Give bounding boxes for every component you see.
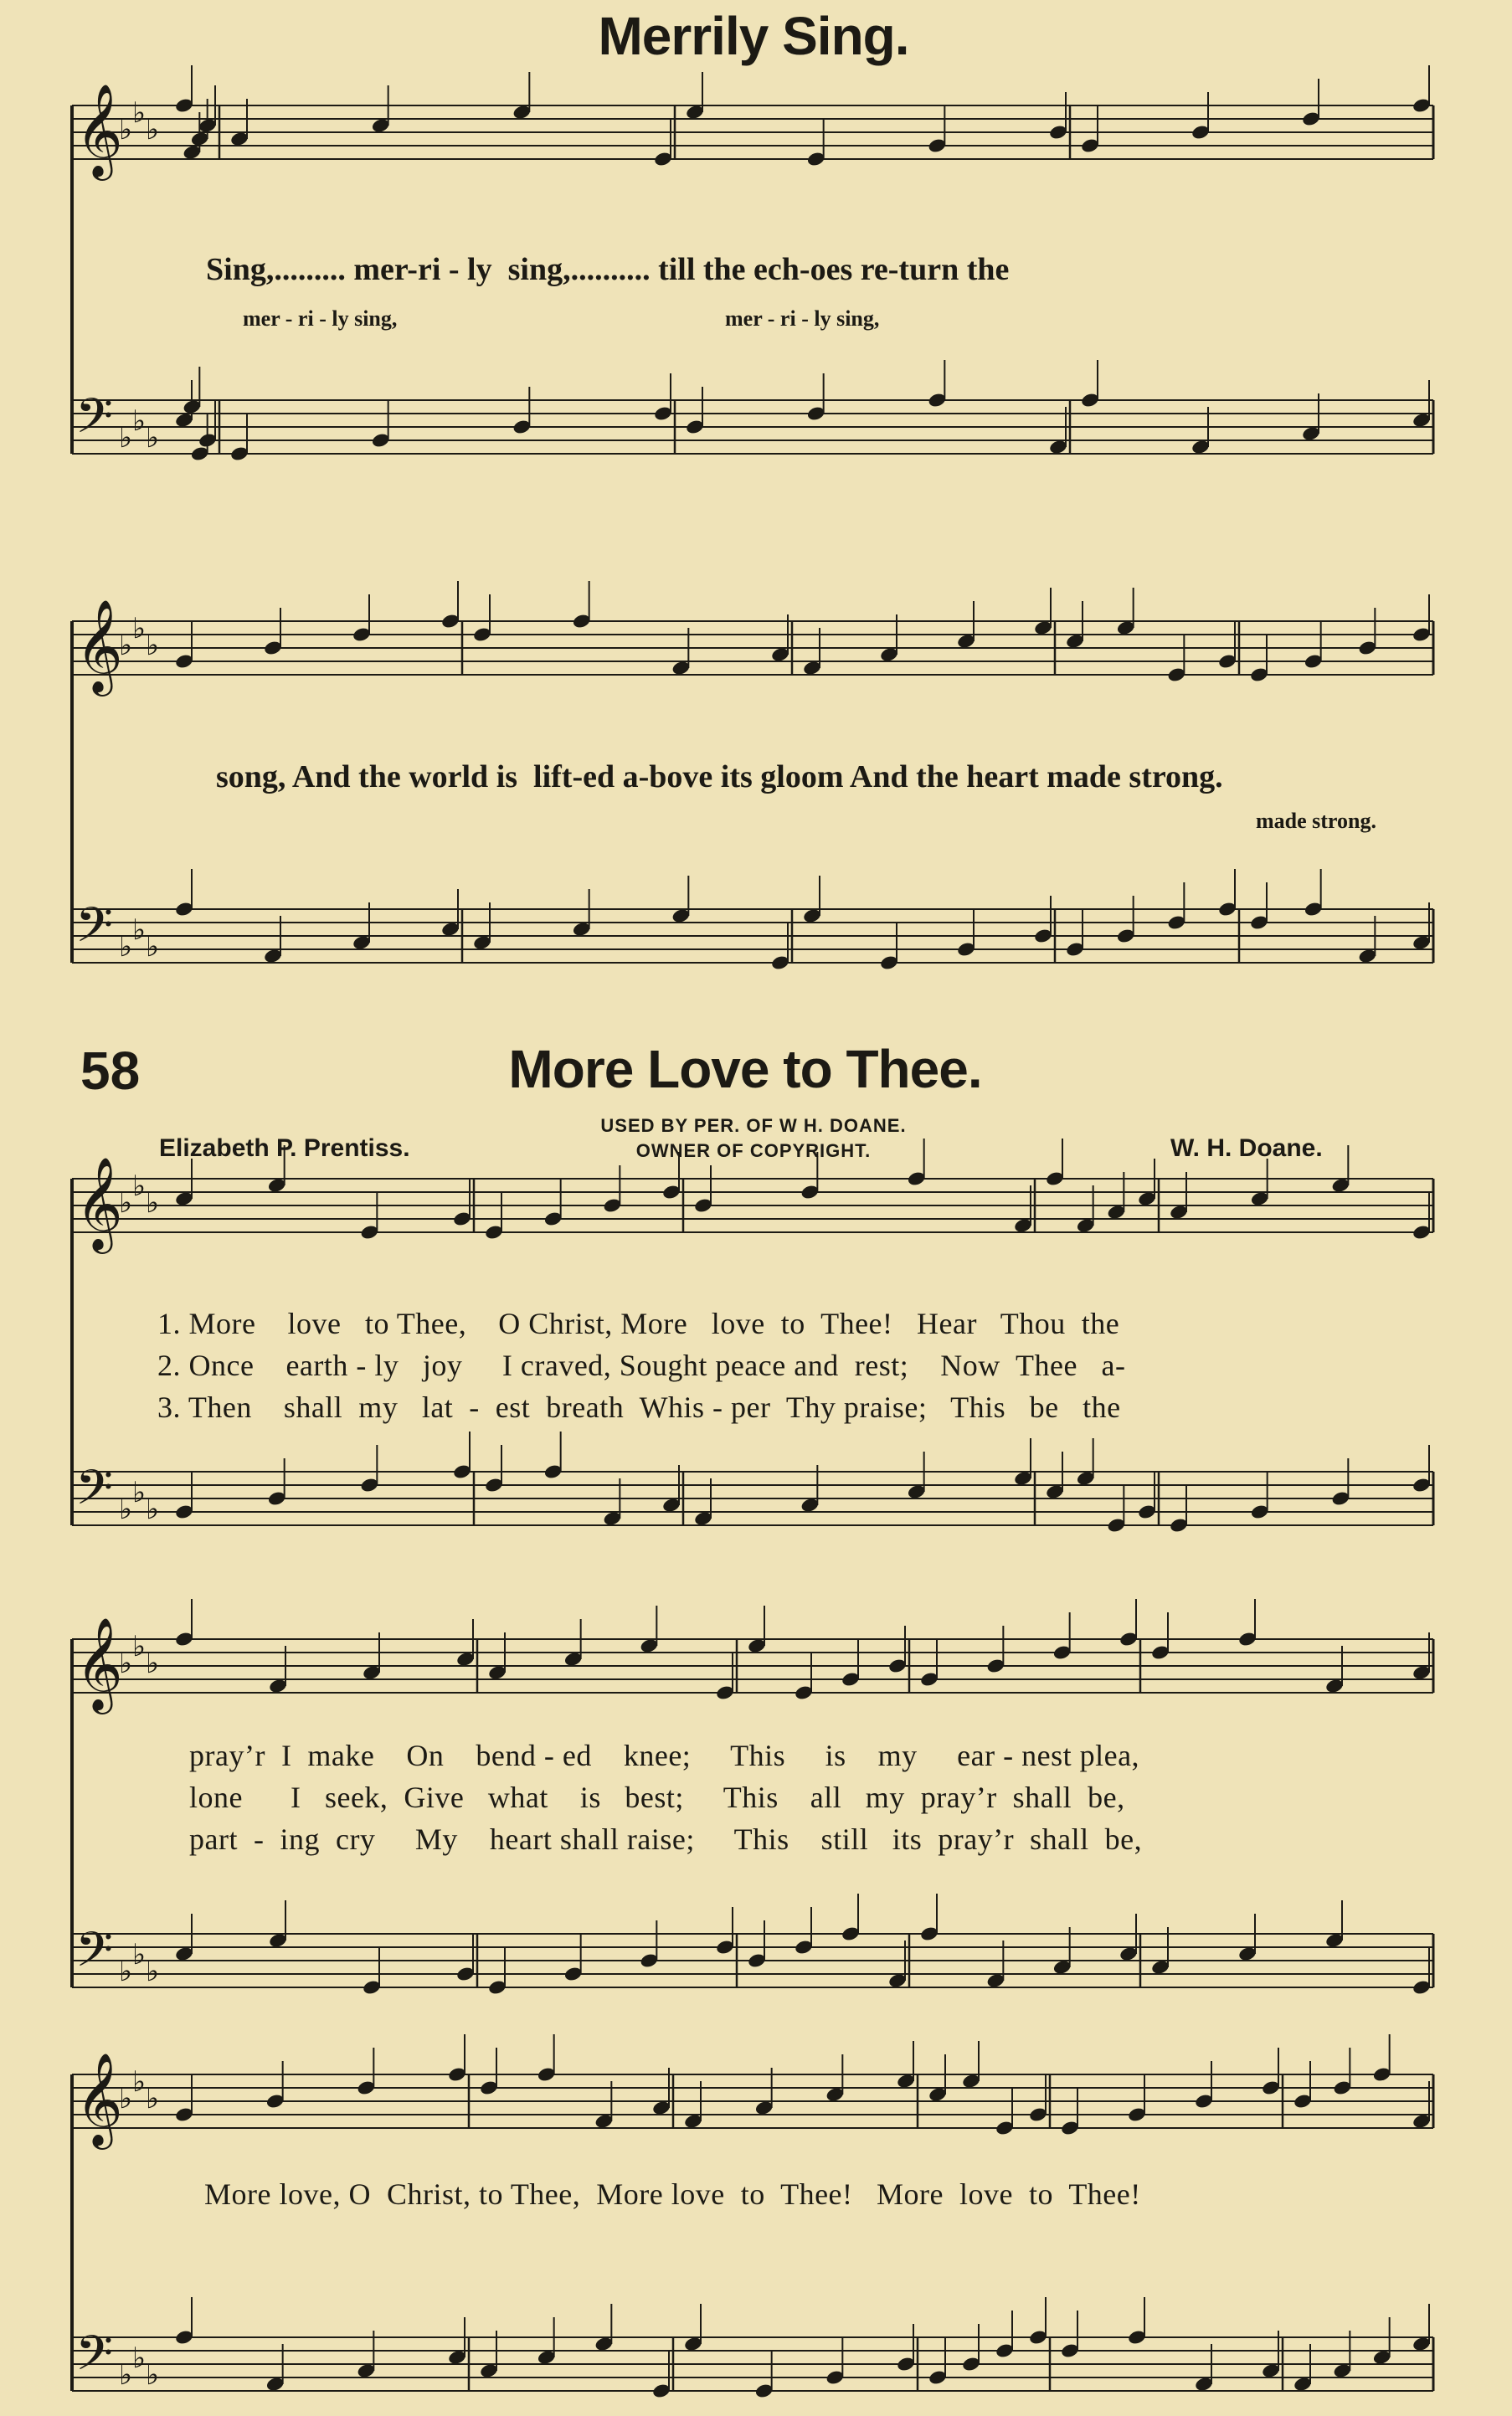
verse-2-line-2: lone I seek, Give what is best; This all my pray’r shall be, <box>189 1781 1125 1814</box>
hymn-a-echo-c: made strong. <box>1256 809 1376 833</box>
refrain: More love, O Christ, to Thee, More love to Thee! More love to Thee! <box>204 2177 1141 2211</box>
flat-icon: ♭ <box>119 2082 133 2115</box>
flat-icon: ♭ <box>132 1169 147 1203</box>
composer: W. H. Doane. <box>1170 1134 1323 1162</box>
flat-icon: ♭ <box>132 1938 147 1971</box>
verses-block-2 <box>189 1738 1142 1863</box>
flat-icon: ♭ <box>146 1955 160 1988</box>
treble-clef-icon: 𝄞 <box>75 1156 123 1250</box>
bass-clef-icon: 𝄢 <box>75 1921 114 1990</box>
author: Elizabeth P. Prentiss. <box>159 1134 410 1162</box>
flat-icon: ♭ <box>119 1186 133 1220</box>
flat-icon: ♭ <box>119 930 133 964</box>
flat-icon: ♭ <box>146 2082 160 2115</box>
verse-3-line-2: part - ing cry My heart shall raise; This still its pray’r shall be, <box>189 1822 1143 1856</box>
flat-icon: ♭ <box>132 913 147 947</box>
flat-icon: ♭ <box>119 1955 133 1988</box>
flat-icon: ♭ <box>132 1476 147 1509</box>
bass-clef-icon: 𝄢 <box>75 388 114 456</box>
bass-clef-icon: 𝄢 <box>75 2325 114 2393</box>
flat-icon: ♭ <box>119 1647 133 1680</box>
hymn-a-lyric-line-1: Sing,......... mer-ri - ly sing,.......... till the ech-oes re-turn the <box>206 252 1010 287</box>
flat-icon: ♭ <box>119 421 133 455</box>
flat-icon: ♭ <box>146 1493 160 1526</box>
copyright-line-2: OWNER OF COPYRIGHT. <box>635 1140 872 1161</box>
flat-icon: ♭ <box>132 1630 147 1663</box>
flat-icon: ♭ <box>119 629 133 662</box>
flat-icon: ♭ <box>119 113 133 147</box>
copyright-line-1: USED BY PER. OF W H. DOANE. <box>600 1115 907 1136</box>
treble-clef-icon: 𝄞 <box>75 83 123 177</box>
flat-icon: ♭ <box>132 612 147 645</box>
flat-icon: ♭ <box>132 2065 147 2099</box>
bass-clef-icon: 𝄢 <box>75 1459 114 1528</box>
flat-icon: ♭ <box>119 1493 133 1526</box>
hymn-a-echo-b: mer - ri - ly sing, <box>725 306 880 331</box>
flat-icon: ♭ <box>146 2358 160 2392</box>
hymn-a-echo-a: mer - ri - ly sing, <box>243 306 398 331</box>
bass-clef-icon: 𝄢 <box>75 897 114 965</box>
flat-icon: ♭ <box>146 629 160 662</box>
flat-icon: ♭ <box>132 404 147 438</box>
flat-icon: ♭ <box>146 1186 160 1220</box>
treble-clef-icon: 𝄞 <box>75 599 123 692</box>
verse-1-line-1: 1. More love to Thee, O Christ, More love to Thee! Hear Thou the <box>157 1307 1120 1340</box>
treble-clef-icon: 𝄞 <box>75 2052 123 2146</box>
flat-icon: ♭ <box>119 2358 133 2392</box>
treble-clef-icon: 𝄞 <box>75 1617 123 1710</box>
flat-icon: ♭ <box>146 113 160 147</box>
flat-icon: ♭ <box>146 930 160 964</box>
verse-1-line-2: pray’r I make On bend - ed knee; This is my ear - nest plea, <box>189 1739 1140 1772</box>
flat-icon: ♭ <box>132 2341 147 2375</box>
hymn-number: 58 <box>80 1041 141 1101</box>
hymn-a-lyric-line-2: song, And the world is lift-ed a-bove its gloom And the heart made strong. <box>216 759 1223 794</box>
verses-block-1 <box>157 1306 1125 1432</box>
copyright-notice <box>569 1113 938 1164</box>
verse-3-line-1: 3. Then shall my lat - est breath Whis - per Thy praise; This be the <box>157 1390 1121 1424</box>
hymn-a-title: Merrily Sing. <box>598 6 909 66</box>
hymn-b-title: More Love to Thee. <box>508 1039 982 1099</box>
flat-icon: ♭ <box>146 421 160 455</box>
flat-icon: ♭ <box>132 96 147 130</box>
verse-2-line-1: 2. Once earth - ly joy I craved, Sought peace and rest; Now Thee a- <box>157 1349 1126 1382</box>
flat-icon: ♭ <box>146 1647 160 1680</box>
